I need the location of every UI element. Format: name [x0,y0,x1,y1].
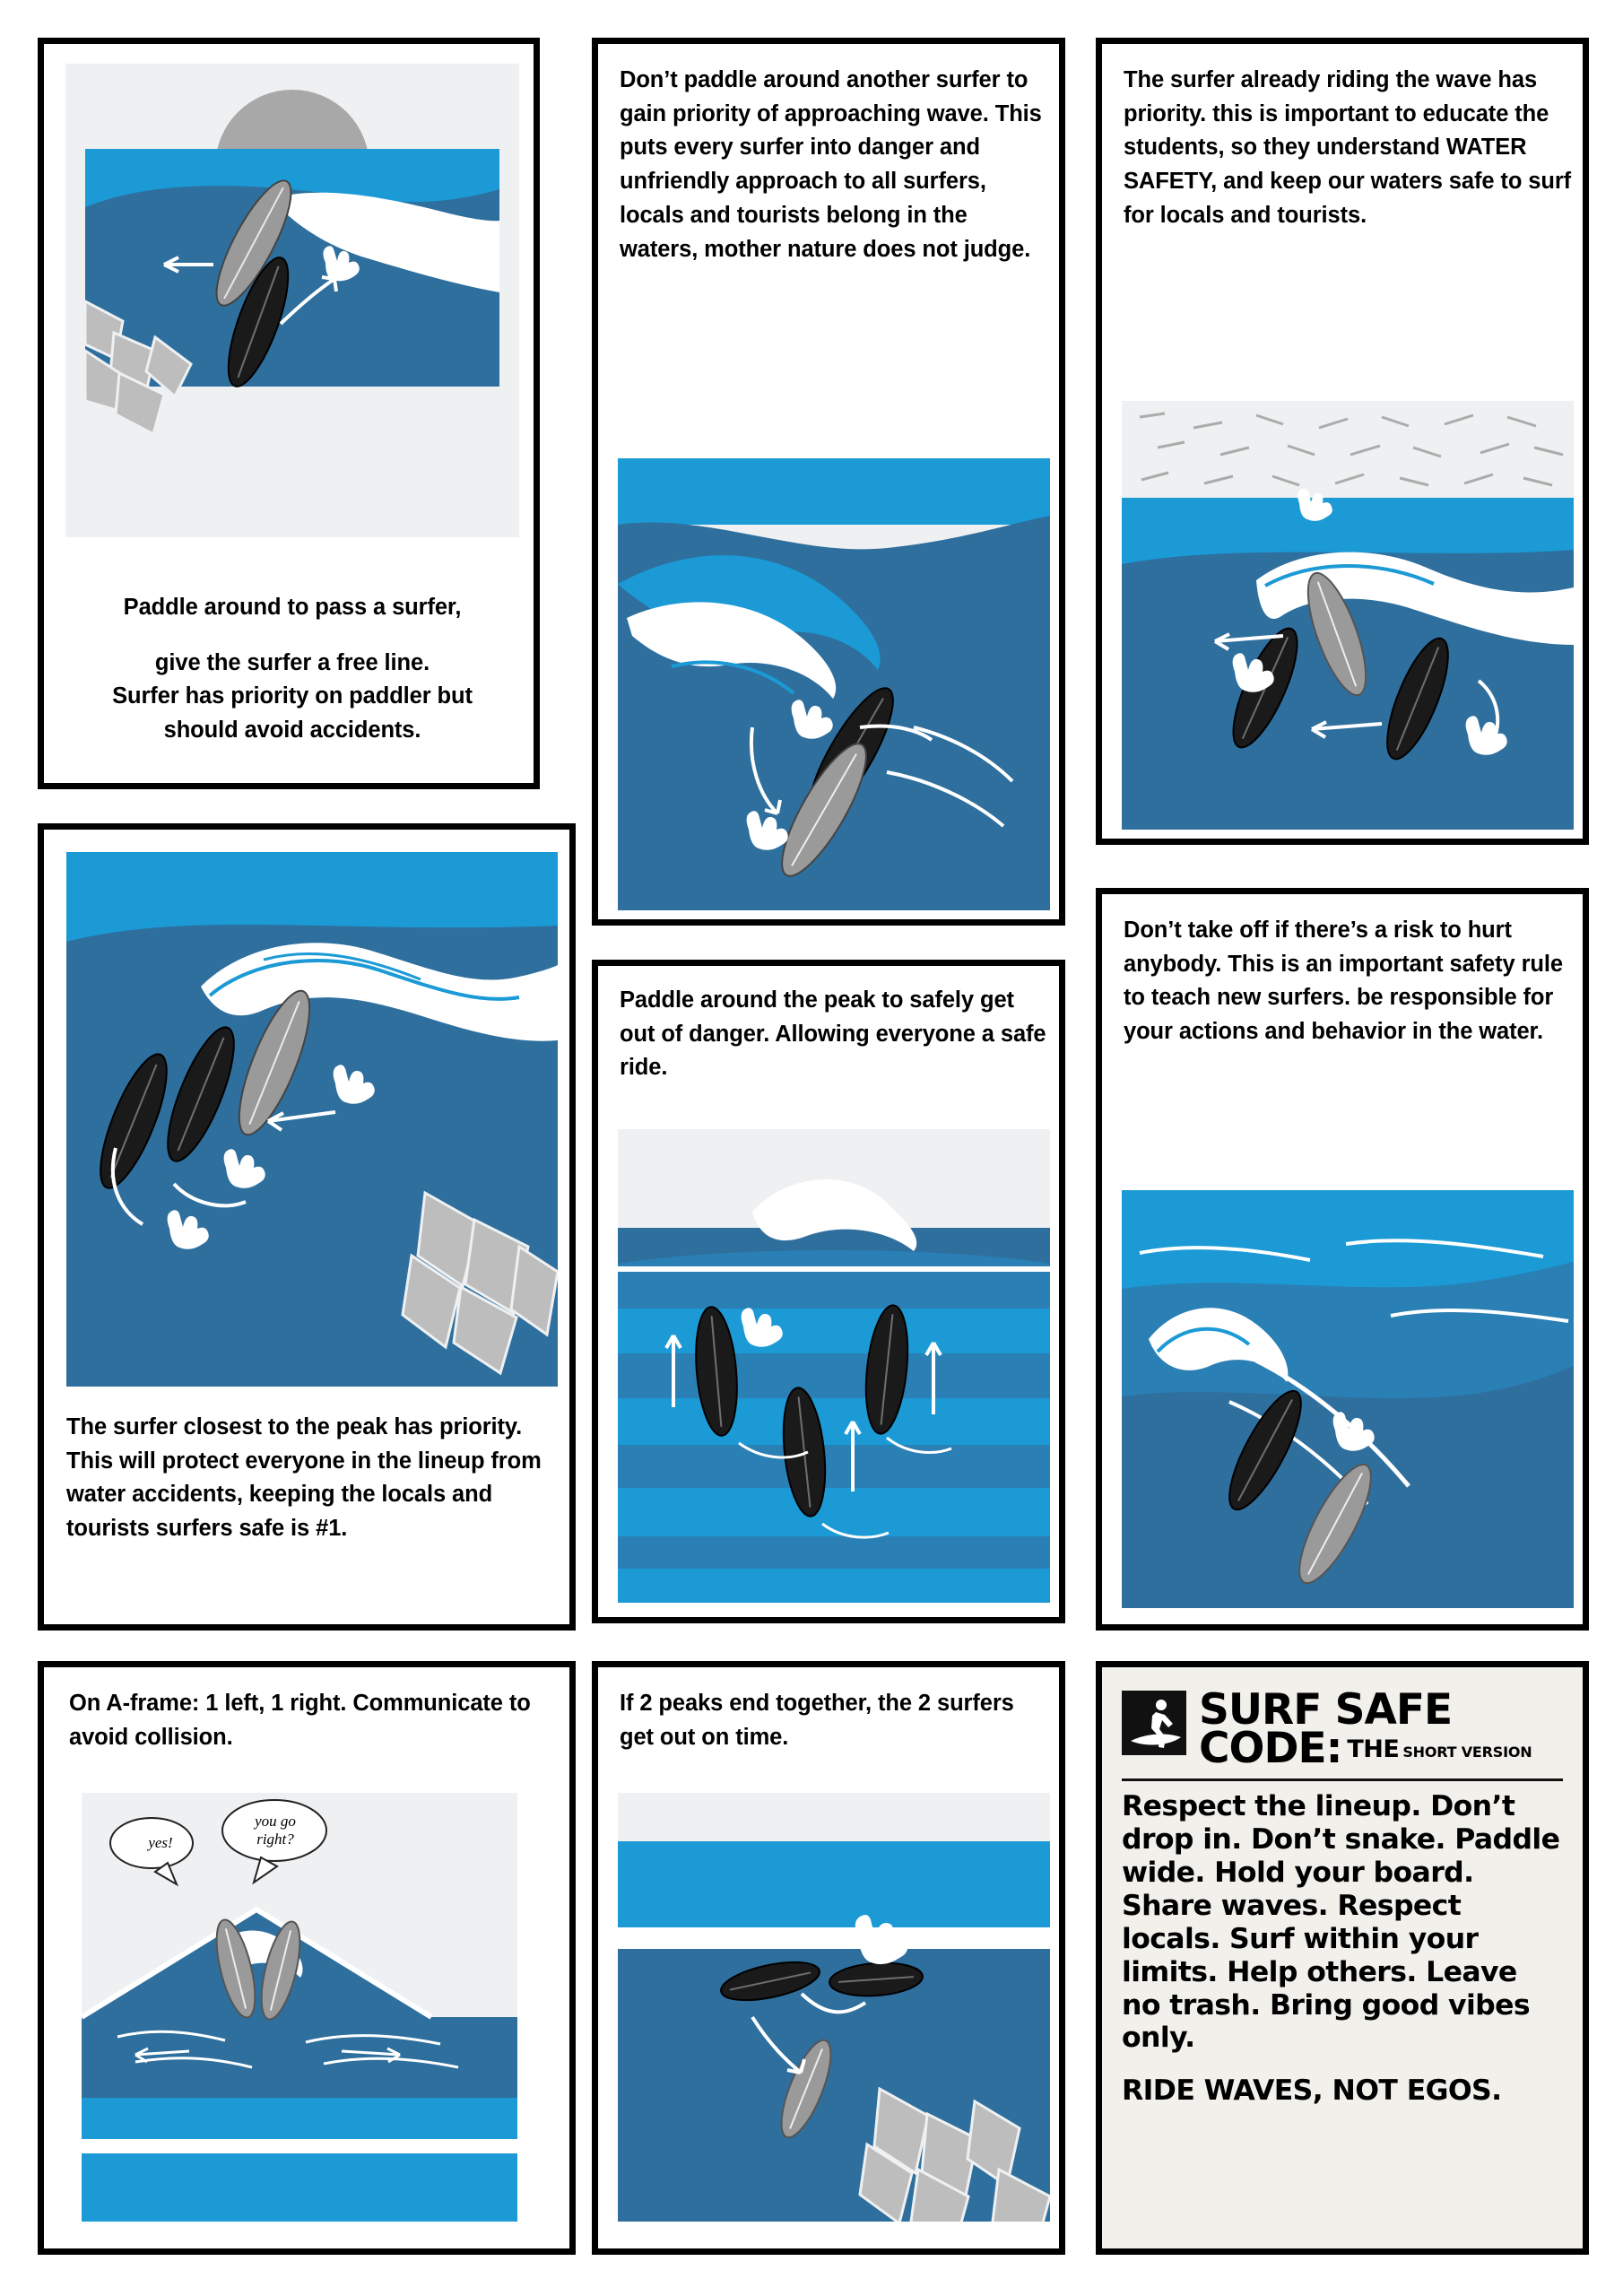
title-line-1: SURF SAFE [1199,1685,1453,1735]
surf-safe-code-header [1122,1685,1563,1774]
caption-line-1: Paddle around to pass a surfer, [123,595,462,620]
art-svg [82,1793,517,2222]
panel-dont-paddle-around [592,38,1065,926]
art-svg [618,458,1050,910]
panel-surf-safe-code [1096,1661,1589,2255]
panel-paddle-around-peak [592,960,1065,1623]
panel-caption: On A-frame: 1 left, 1 right. Communicate to avoid collision. [69,1691,531,1750]
illustration-closeout [618,1793,1050,2222]
title-line-2: CODE: [1199,1724,1342,1774]
panel-caption: Don’t paddle around another surfer to gain priority of approaching wave. This puts every surfer into danger and unfriendly approach to all surfers, locals and tourists belong in the waters, mother nature does not judge. [620,67,1042,262]
art-svg [66,852,558,1387]
panel-caption [65,591,519,748]
title-suffix-2: SHORT VERSION [1402,1744,1532,1761]
illustration-flat-lineup [618,1129,1050,1603]
art-svg [1122,401,1574,830]
panel-dont-take-off [1096,888,1589,1631]
art-svg [618,1129,1050,1603]
panel-caption: Paddle around the peak to safely get out of danger. Allowing everyone a safe ride. [620,987,1046,1081]
illustration-a-frame [82,1793,517,2222]
panel-caption: Don’t take off if there’s a risk to hurt anybody. This is an important safety rule to teach new surfers. be responsible for your actions and behavior in the water. [1124,918,1563,1045]
panel-a-frame [38,1661,576,2255]
surfer-icon-svg [1122,1691,1186,1755]
panel-closest-to-peak [38,823,576,1631]
panel-paddle-around [38,38,540,789]
panel-caption: The surfer closest to the peak has priority. This will protect everyone in the lineup from water accidents, keeping the locals and tourists surfers safe is #1. [66,1414,542,1542]
surf-safe-code-body: Respect the lineup. Don’t drop in. Don’t snake. Paddle wide. Hold your board. Share waves. Respect locals. Surf within your limits. Help others. Leave no trash. Bring good vibes only. [1122,1790,1560,2055]
illustration-lineup-dropin [1122,401,1574,830]
surf-safe-code-tagline: RIDE WAVES, NOT EGOS. [1122,2074,1502,2108]
surf-safe-code-title [1199,1685,1532,1774]
panel-already-riding [1096,38,1589,845]
art-svg [1122,1190,1574,1608]
title-suffix: THE [1347,1735,1400,1764]
art-svg [65,64,519,537]
illustration-big-wave [66,852,558,1387]
art-svg [618,1793,1050,2222]
caption-line-3: Surfer has priority on paddler but [112,683,473,709]
surfer-icon [1122,1691,1186,1755]
caption-line-2: give the surfer a free line. [154,649,430,675]
divider [1122,1779,1563,1781]
panel-caption: The surfer already riding the wave has priority. this is important to educate the students, so they understand WATER SAFETY, and keep our waters safe to surf for locals and tourists. [1124,67,1572,228]
illustration-sunset-wave [65,64,519,537]
speech-bubble-right: you go right? [255,1813,296,1848]
surf-safe-code-card [1102,1667,1583,2248]
speech-bubble-left: yes! [148,1834,173,1851]
panel-two-peaks [592,1661,1065,2255]
panel-caption: If 2 peaks end together, the 2 surfers get out on time. [620,1691,1014,1750]
illustration-breaking-wave [1122,1190,1574,1608]
caption-line-4: should avoid accidents. [163,718,421,744]
illustration-barrel-wave [618,458,1050,910]
